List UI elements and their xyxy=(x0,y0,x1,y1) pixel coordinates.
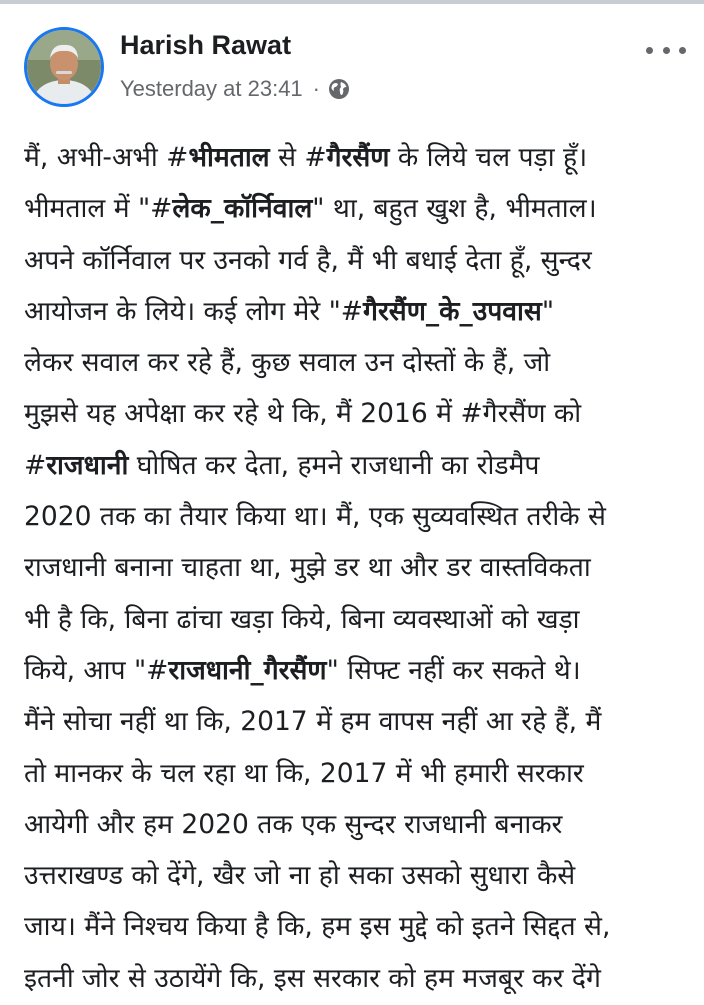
post-text-line xyxy=(24,645,696,696)
text-segment: मुझसे यह अपेक्षा कर रहे थे कि, मैं 2016 में #गैरसैंण को xyxy=(24,398,582,430)
text-segment: भी है कि, बिना ढांचा खड़ा किये, बिना व्यवस्थाओं को खड़ा xyxy=(24,603,580,635)
text-segment: से # xyxy=(269,142,327,173)
more-dot xyxy=(679,47,686,54)
text-segment: 2020 तक का तैयार किया था। मैं, एक सुव्यवस्थित तरीके से xyxy=(24,501,606,533)
post-text xyxy=(24,132,696,1005)
text-segment: उत्तराखण्ड को देंगे, खैर जो ना हो सका उसको सुधारा कैसे xyxy=(24,860,576,892)
text-segment: जाय। मैंने निश्चय किया है कि, हम इस मुद्दे को इतने सिद्दत से, xyxy=(24,911,611,943)
post-meta xyxy=(120,76,350,102)
text-segment: आयोजन के लिये। कई लोग मेरे "# xyxy=(24,295,364,327)
text-segment: लेकर सवाल कर रहे हैं, कुछ सवाल उन दोस्तों के हैं, जो xyxy=(24,347,551,379)
more-dot xyxy=(646,47,653,54)
text-segment: आयेगी और हम 2020 तक एक सुन्दर राजधानी बनाकर xyxy=(24,808,563,840)
author-name[interactable]: Harish Rawat xyxy=(120,30,292,60)
post-text-line xyxy=(24,901,696,952)
hashtag-link[interactable]: राजधानी_गैरसैंण xyxy=(168,654,327,686)
text-segment: " xyxy=(541,295,555,327)
post-text-line xyxy=(24,748,696,799)
post-text-line xyxy=(24,440,696,491)
hashtag-link[interactable]: भीमताल xyxy=(188,142,270,173)
avatar[interactable] xyxy=(24,27,104,107)
post-text-line xyxy=(24,235,696,286)
post-text-line xyxy=(24,542,696,593)
text-segment: मैंने सोचा नहीं था कि, 2017 में हम वापस नहीं आ रहे हैं, मैं xyxy=(24,706,602,738)
post-timestamp[interactable]: Yesterday at 23:41 xyxy=(120,76,303,101)
post-text-line xyxy=(24,183,696,234)
text-segment: किये, आप "# xyxy=(24,654,169,686)
post-text-line xyxy=(24,491,696,542)
meta-separator: · xyxy=(312,76,320,101)
post-text-line xyxy=(24,850,696,901)
text-segment: राजधानी बनाना चाहता था, मुझे डर था और डर वास्तविकता xyxy=(24,552,591,584)
text-segment: " सिफ्ट नहीं कर सकते थे। xyxy=(326,654,581,686)
post-text-line xyxy=(24,799,696,850)
more-dot xyxy=(663,47,670,54)
post-text-line xyxy=(24,594,696,645)
text-segment: " था, बहुत खुश है, भीमताल। xyxy=(312,193,597,225)
post-text-line xyxy=(24,696,696,747)
post-text-line xyxy=(24,132,696,183)
more-options-icon[interactable] xyxy=(646,40,686,60)
text-segment: अपने कॉर्निवाल पर उनको गर्व है, मैं भी बधाई देता हूँ, सुन्दर xyxy=(24,244,592,276)
hashtag-link[interactable]: गैरसैंण xyxy=(326,142,390,173)
post-text-line xyxy=(24,953,696,1004)
text-segment: भीमताल में "# xyxy=(24,193,173,225)
post-text-line xyxy=(24,286,696,337)
post-header xyxy=(0,4,704,114)
text-segment: के लिये चल पड़ा हूँ। xyxy=(389,142,588,173)
text-segment: तो मानकर के चल रहा था कि, 2017 में भी हमारी सरकार xyxy=(24,757,584,789)
hashtag-link[interactable]: गैरसैंण_के_उपवास xyxy=(363,295,542,327)
hashtag-link[interactable]: राजधानी xyxy=(46,449,129,481)
text-segment: इतनी जोर से उठायेंगे कि, इस सरकार को हम मजबूर कर देंगे xyxy=(24,962,601,994)
text-segment: मैं, अभी-अभी # xyxy=(24,142,189,173)
text-segment: घोषित कर देता, हमने राजधानी का रोडमैप xyxy=(128,449,540,481)
hashtag-link[interactable]: लेक_कॉर्निवाल xyxy=(172,193,313,225)
globe-icon[interactable] xyxy=(328,78,350,100)
post-text-line xyxy=(24,388,696,439)
post-text-line xyxy=(24,337,696,388)
text-segment: # xyxy=(24,449,47,481)
